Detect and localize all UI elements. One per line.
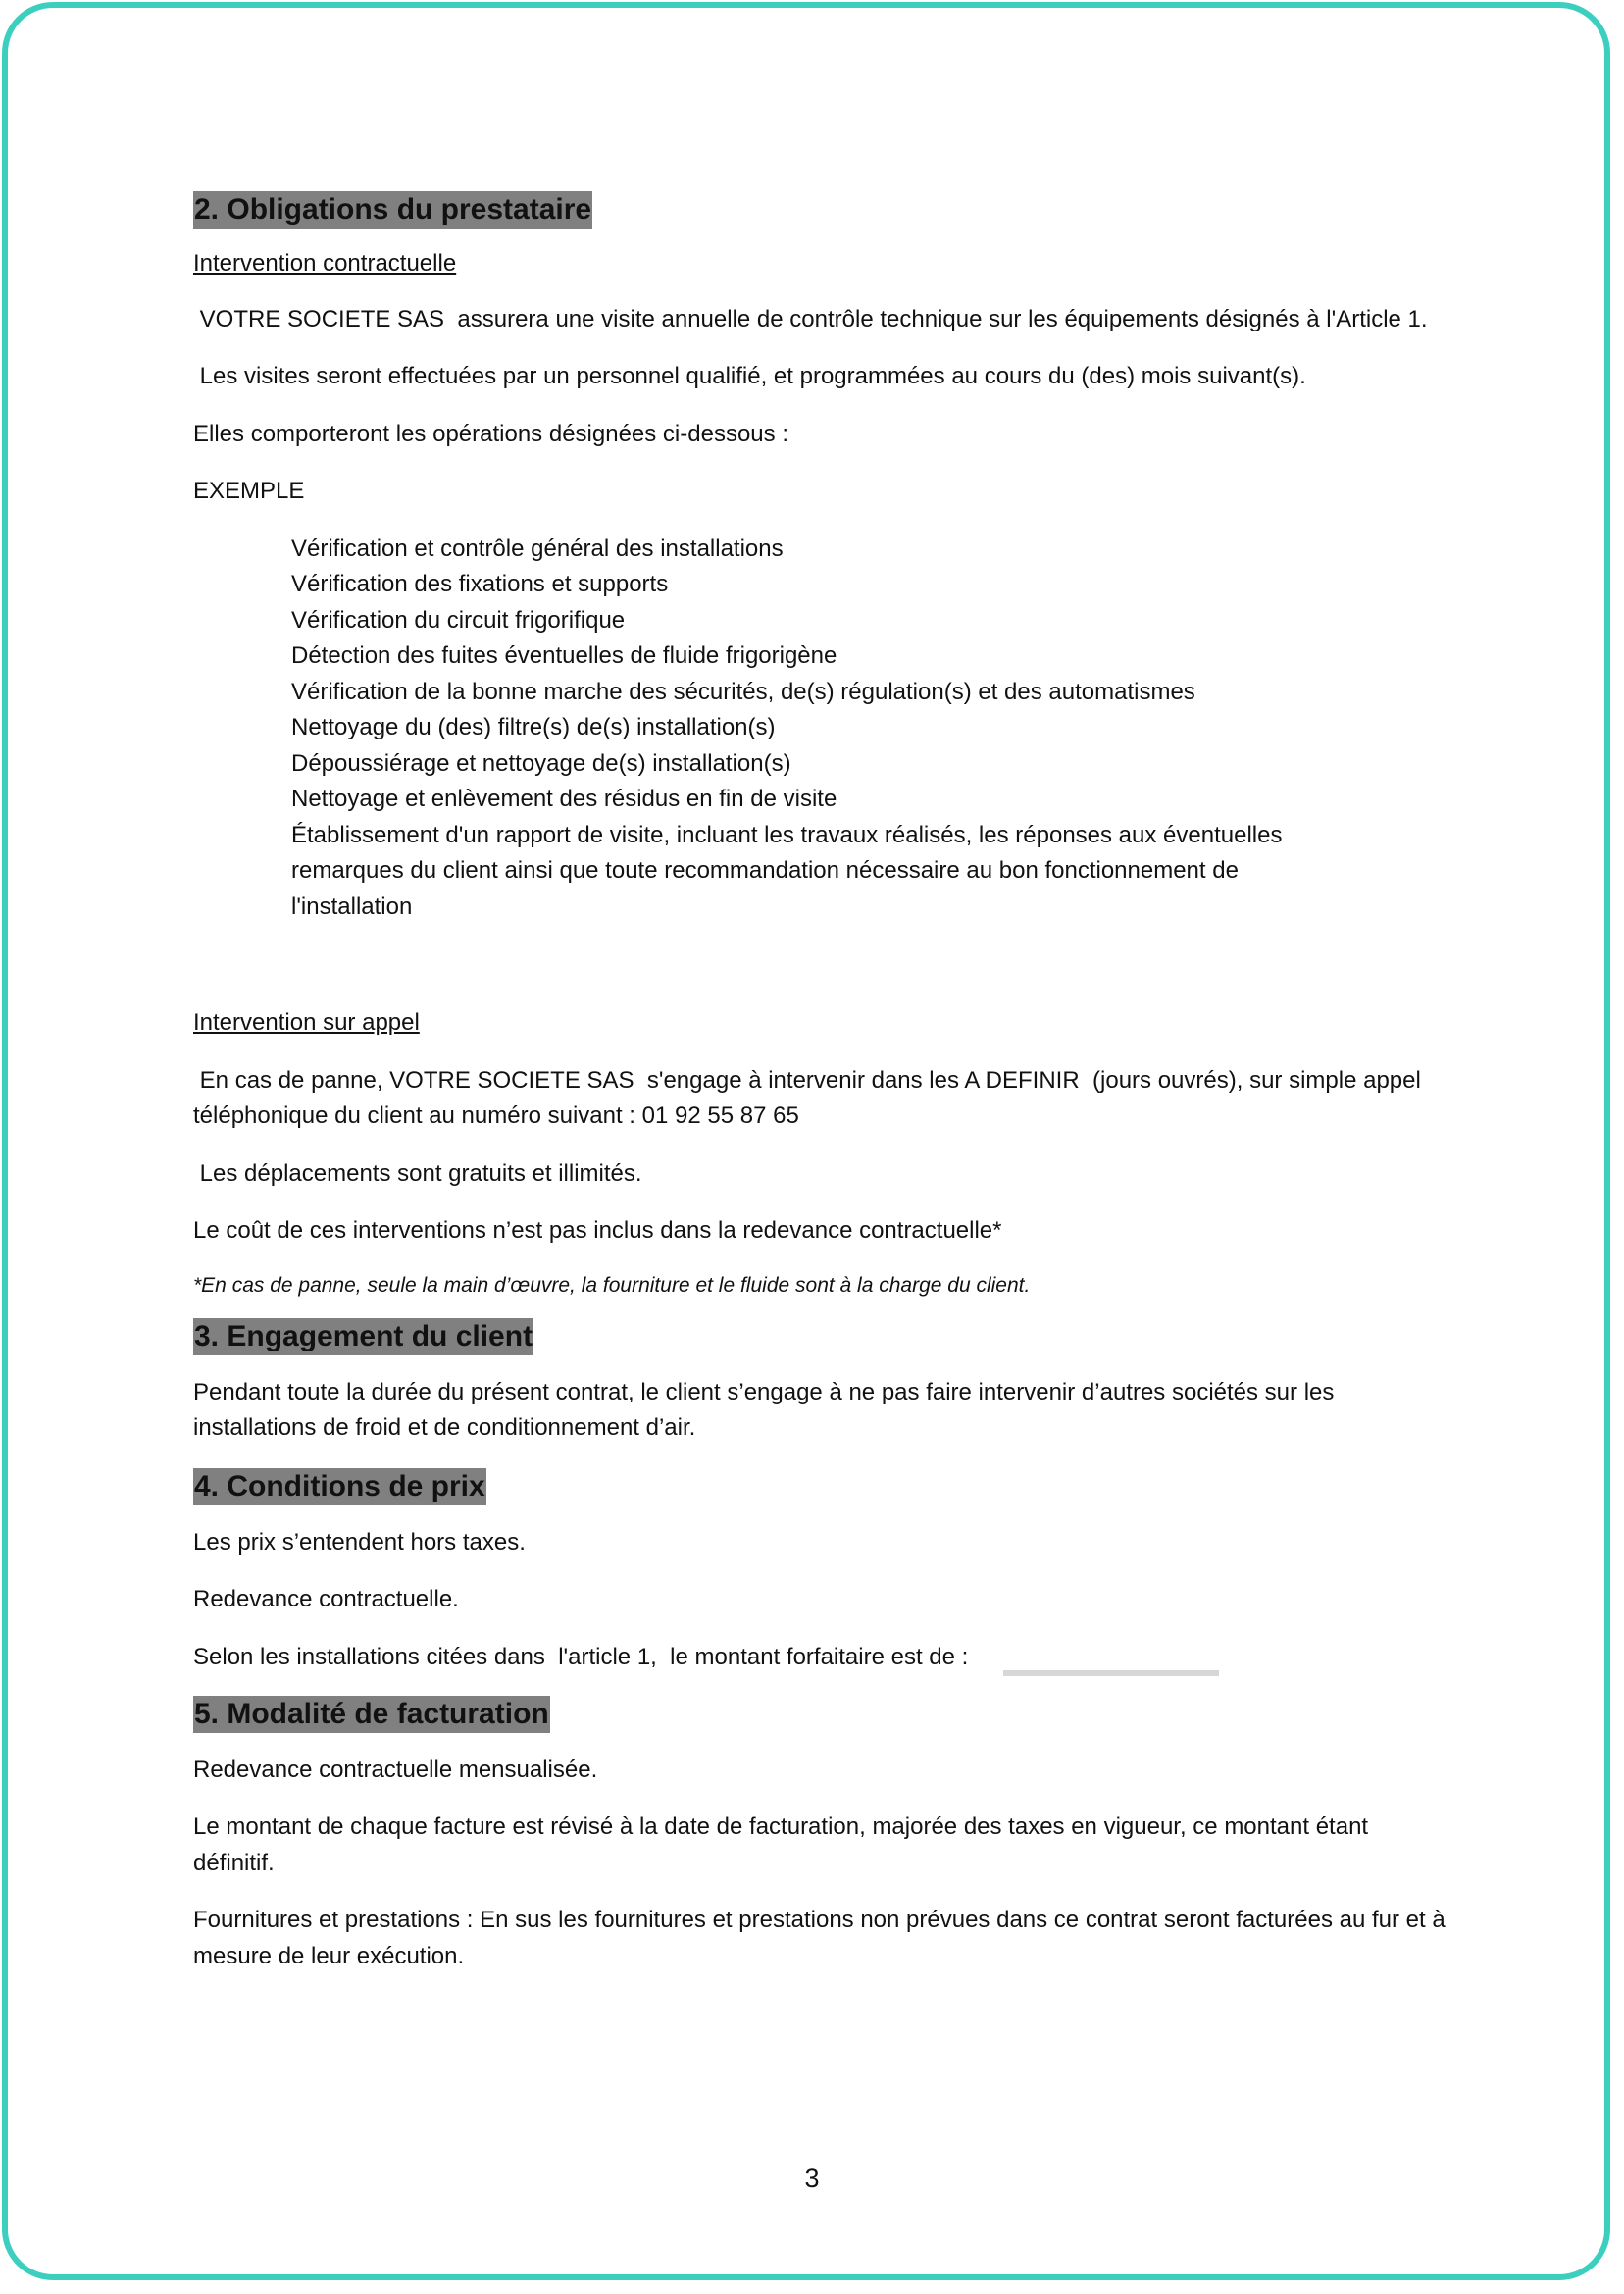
list-item: Détection des fuites éventuelles de fluide frigorigène xyxy=(291,642,837,669)
section-3-heading: 3. Engagement du client xyxy=(193,1318,533,1355)
subheading-intervention-sur-appel: Intervention sur appel xyxy=(193,1009,420,1036)
paragraph: VOTRE SOCIETE SAS assurera une visite annuelle de contrôle technique sur les équipements désignés à l'Article 1. xyxy=(193,305,1428,332)
list-item: Vérification et contrôle général des installations xyxy=(291,535,784,562)
paragraph: Les visites seront effectuées par un personnel qualifié, et programmées au cours du (des) mois suivant(s). xyxy=(193,363,1306,389)
list-item: Vérification de la bonne marche des sécurités, de(s) régulation(s) et des automatismes xyxy=(291,678,1195,705)
paragraph-montant xyxy=(193,1640,1448,1676)
list-item: Vérification des fixations et supports xyxy=(291,571,669,597)
list-item: Nettoyage et enlèvement des résidus en fin de visite xyxy=(291,786,837,812)
paragraph-exemple: EXEMPLE xyxy=(193,478,305,504)
paragraph: En cas de panne, VOTRE SOCIETE SAS s'engage à intervenir dans les A DEFINIR (jours ouvrés), sur simple appel téléphonique du client au numéro suivant : 01 92 55 87 65 xyxy=(193,1066,1428,1129)
operations-list xyxy=(291,532,1448,926)
subheading-intervention-contractuelle: Intervention contractuelle xyxy=(193,250,457,277)
paragraph: Le montant de chaque facture est révisé à la date de facturation, majorée des taxes en vigueur, ce montant étant définitif. xyxy=(193,1813,1369,1876)
list-item: Nettoyage du (des) filtre(s) de(s) installation(s) xyxy=(291,714,776,740)
paragraph: Redevance contractuelle. xyxy=(193,1586,459,1612)
montant-label: Selon les installations citées dans l'article 1, le montant forfaitaire est de : xyxy=(193,1643,969,1670)
paragraph: Redevance contractuelle mensualisée. xyxy=(193,1756,598,1783)
section-2-heading: 2. Obligations du prestataire xyxy=(193,191,592,229)
montant-blank-field xyxy=(1003,1670,1219,1676)
paragraph: Pendant toute la durée du présent contrat, le client s’engage à ne pas faire intervenir d’autres sociétés sur les installations de froid et de conditionnement d’air. xyxy=(193,1378,1335,1441)
page-number: 3 xyxy=(804,2164,820,2193)
document-body xyxy=(193,191,1448,1996)
footnote: *En cas de panne, seule la main d’œuvre, la fourniture et le fluide sont à la charge du client. xyxy=(193,1273,1031,1297)
section-5-heading: 5. Modalité de facturation xyxy=(193,1696,550,1733)
paragraph: Les prix s’entendent hors taxes. xyxy=(193,1528,526,1555)
list-item: Vérification du circuit frigorifique xyxy=(291,606,626,634)
section-4-heading: 4. Conditions de prix xyxy=(193,1468,486,1505)
paragraph: Les déplacements sont gratuits et illimités. xyxy=(193,1159,642,1187)
list-item: Établissement d'un rapport de visite, incluant les travaux réalisés, les réponses aux éventuelles remarques du client ainsi que toute recommandation nécessaire au bon fonctionnement de l'installation xyxy=(291,821,1283,920)
paragraph: Elles comporteront les opérations désignées ci-dessous : xyxy=(193,420,788,447)
paragraph: Le coût de ces interventions n’est pas inclus dans la redevance contractuelle* xyxy=(193,1217,1002,1244)
list-item: Dépoussiérage et nettoyage de(s) installation(s) xyxy=(291,749,791,777)
paragraph: Fournitures et prestations : En sus les fournitures et prestations non prévues dans ce contrat seront facturées au fur et à mesure de leur exécution. xyxy=(193,1907,1446,1969)
